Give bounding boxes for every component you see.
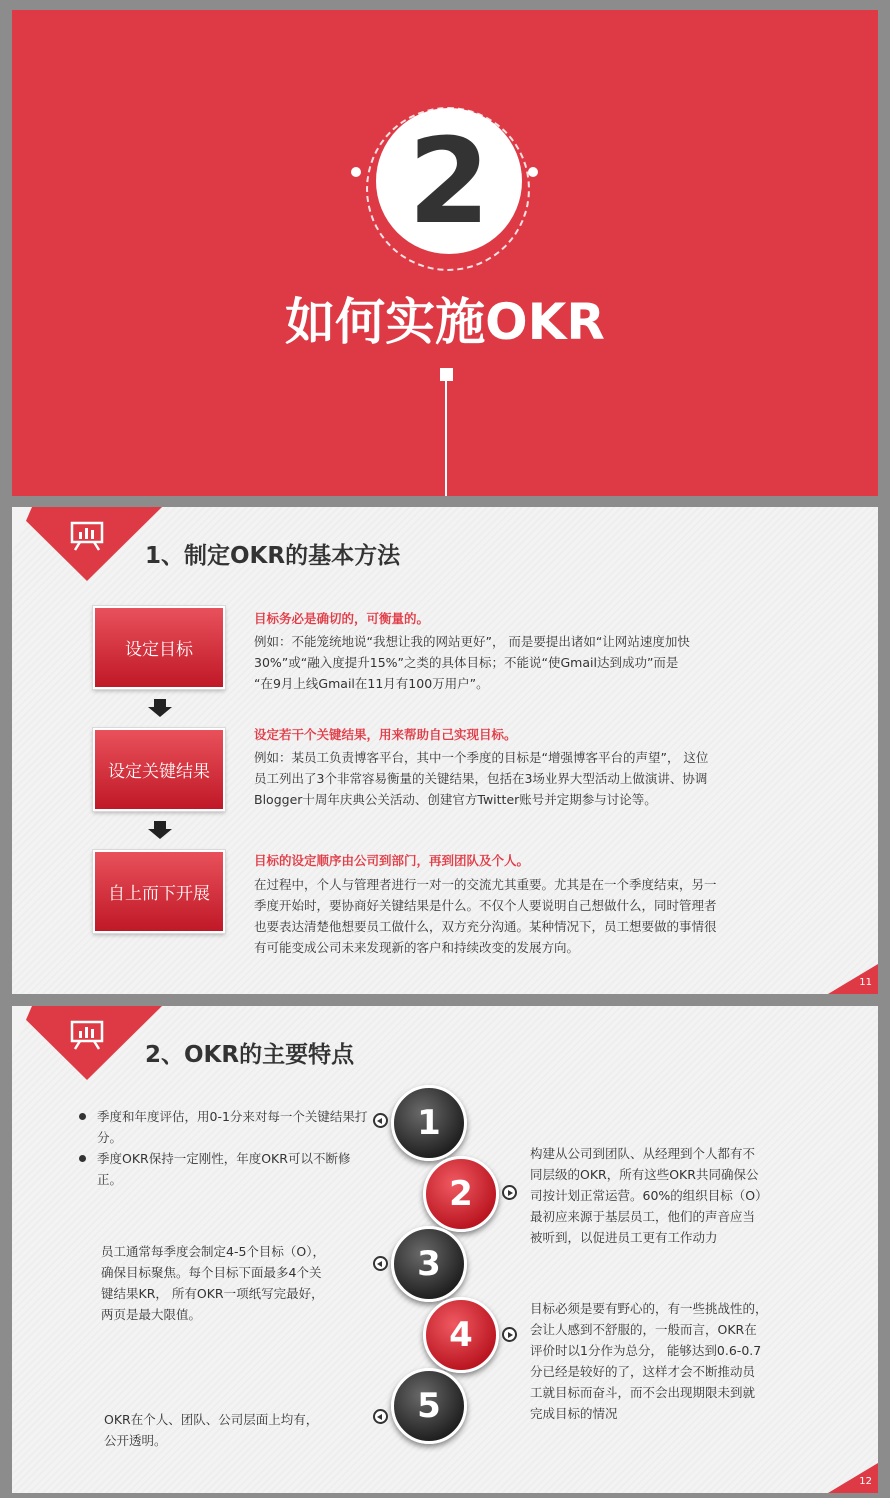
pointer-right-icon: [502, 1327, 517, 1342]
feature-number-3: [391, 1226, 467, 1302]
desc-line: 员工列出了3个非常容易衡量的关键结果，包括在3场业界大型活动上做演讲、协调: [254, 771, 708, 786]
step-description: [254, 631, 799, 694]
step-label: 设定目标: [125, 640, 193, 660]
step-box-key-results: [93, 728, 225, 811]
text-line: 确保目标聚焦。每个目标下面最多4个关: [101, 1265, 322, 1280]
desc-line: 例如：某员工负责博客平台，其中一个季度的目标是“增强博客平台的声望”， 这位: [254, 750, 709, 765]
line-cap-square: [440, 368, 453, 381]
down-arrow-icon: [148, 821, 172, 839]
text-line: 键结果KR， 所有OKR一项纸写完最好，: [101, 1286, 324, 1301]
desc-line: 季度开始时，要协商好关键结果是什么。不仅个人要说明自己想做什么，同时管理者: [254, 898, 717, 913]
number-text: 2: [449, 1174, 473, 1214]
bullet-item: 季度和年度评估，用0-1分来对每一个关键结果打分。: [79, 1106, 369, 1148]
page-number: 11: [859, 977, 872, 988]
desc-line: Blogger十周年庆典公关活动、创建官方Twitter账号并定期参与讨论等。: [254, 792, 657, 807]
step-heading: 设定若干个关键结果，用来帮助自己实现目标。: [254, 727, 517, 742]
features-slide: [12, 1006, 878, 1493]
desc-line: 在过程中，个人与管理者进行一对一的交流尤其重要。尤其是在一个季度结束，另一: [254, 877, 717, 892]
ring-dot-left: [351, 167, 361, 177]
text-line: 司按计划正常运营。60%的组织目标（O）: [530, 1188, 768, 1203]
text-line: 最初应来源于基层员工，他们的声音应当: [530, 1209, 756, 1224]
text-line: 工就目标而奋斗，而不会出现期限未到就: [530, 1385, 756, 1400]
text-line: 员工通常每季度会制定4-5个目标（O），: [101, 1244, 326, 1259]
feature-2-text: [530, 1143, 820, 1248]
vertical-line: [445, 381, 447, 496]
text-line: 构建从公司到团队、从经理到个人都有不: [530, 1146, 756, 1161]
step-heading: 目标务必是确切的，可衡量的。: [254, 611, 430, 626]
number-text: 1: [417, 1103, 441, 1143]
section-title: 如何实施OKR: [285, 293, 605, 351]
feature-1-bullets: [79, 1106, 369, 1190]
desc-line: 例如：不能笼统地说“我想让我的网站更好”， 而是要提出诸如“让网站速度加快: [254, 634, 690, 649]
feature-number-1: [391, 1085, 467, 1161]
step-description: [254, 747, 799, 810]
step-heading: 目标的设定顺序由公司到部门，再到团队及个人。: [254, 853, 530, 868]
ring-dot-right: [528, 167, 538, 177]
desc-line: 30%”或“融入度提升15%”之类的具体目标；不能说“使Gmail达到成功”而是: [254, 655, 679, 670]
slide-title: 1、制定OKR的基本方法: [145, 543, 401, 569]
section-cover-slide: [12, 10, 878, 496]
number-text: 5: [417, 1386, 441, 1426]
pointer-left-icon: [373, 1409, 388, 1424]
feature-5-text: [104, 1409, 369, 1451]
feature-3-text: [101, 1241, 376, 1325]
number-text: 3: [417, 1244, 441, 1284]
section-number-circle: [376, 108, 522, 254]
step-box-top-down: [93, 850, 225, 933]
text-line: 目标必须是要有野心的，有一些挑战性的，: [530, 1301, 768, 1316]
text-line: 会让人感到不舒服的，一般而言，OKR在: [530, 1322, 757, 1337]
text-line: 评价时以1分作为总分， 能够达到0.6-0.7: [530, 1343, 762, 1358]
feature-number-2: [423, 1156, 499, 1232]
slide-title: 2、OKR的主要特点: [145, 1042, 355, 1068]
feature-number-5: [391, 1368, 467, 1444]
text-line: 公开透明。: [104, 1433, 167, 1448]
basic-method-slide: [12, 507, 878, 994]
pointer-right-icon: [502, 1185, 517, 1200]
pointer-left-icon: [373, 1113, 388, 1128]
down-arrow-icon: [148, 699, 172, 717]
page-number: 12: [859, 1476, 872, 1487]
desc-line: 也要表达清楚他想要员工做什么，双方充分沟通。某种情况下，员工想要做的事情很: [254, 919, 717, 934]
feature-4-text: [530, 1298, 830, 1424]
section-number: 2: [407, 112, 491, 250]
feature-number-4: [423, 1297, 499, 1373]
desc-line: 有可能变成公司未来发现新的客户和持续改变的发展方向。: [254, 940, 580, 955]
presentation-board-icon: [70, 521, 104, 551]
bullet-item: 季度OKR保持一定刚性，年度OKR可以不断修正。: [79, 1148, 369, 1190]
step-label: 自上而下开展: [108, 884, 210, 904]
step-description: [254, 874, 799, 958]
step-box-set-goal: [93, 606, 225, 689]
number-text: 4: [449, 1315, 473, 1355]
desc-line: “在9月上线Gmail在11月有100万用户”。: [254, 676, 489, 691]
text-line: 同层级的OKR，所有这些OKR共同确保公: [530, 1167, 759, 1182]
text-line: 完成目标的情况: [530, 1406, 618, 1421]
text-line: OKR在个人、团队、公司层面上均有，: [104, 1412, 319, 1427]
text-line: 被听到，以促进员工更有工作动力: [530, 1230, 718, 1245]
text-line: 分已经是较好的了，这样才会不断推动员: [530, 1364, 756, 1379]
step-label: 设定关键结果: [108, 762, 210, 782]
text-line: 两页是最大限值。: [101, 1307, 202, 1322]
